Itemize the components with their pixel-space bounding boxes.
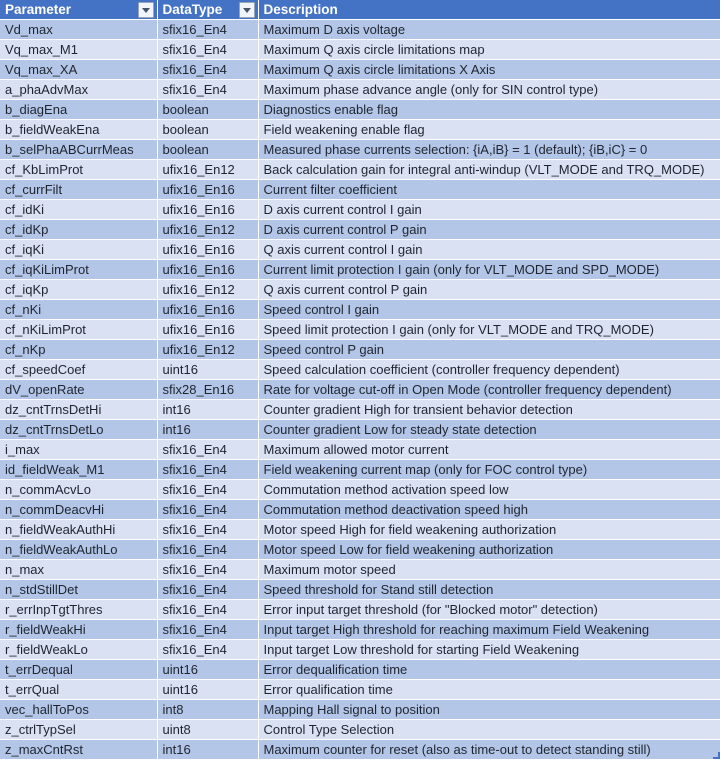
cell-description[interactable]: Maximum Q axis circle limitations map: [258, 40, 720, 60]
cell-description[interactable]: Back calculation gain for integral anti-windup (VLT_MODE and TRQ_MODE): [258, 160, 720, 180]
cell-parameter[interactable]: cf_iqKp: [0, 280, 157, 300]
cell-parameter[interactable]: Vd_max: [0, 20, 157, 40]
cell-parameter[interactable]: b_diagEna: [0, 100, 157, 120]
cell-datatype[interactable]: ufix16_En12: [157, 340, 258, 360]
cell-datatype[interactable]: sfix16_En4: [157, 500, 258, 520]
cell-datatype[interactable]: sfix16_En4: [157, 20, 258, 40]
table-row: [0, 460, 720, 480]
cell-datatype[interactable]: ufix16_En16: [157, 240, 258, 260]
table-resize-handle[interactable]: [713, 752, 720, 759]
cell-parameter[interactable]: dV_openRate: [0, 380, 157, 400]
table-row: [0, 700, 720, 720]
column-header-label: Parameter: [5, 2, 72, 17]
column-header-datatype[interactable]: [157, 0, 258, 20]
cell-datatype[interactable]: sfix16_En4: [157, 80, 258, 100]
cell-description[interactable]: Input target High threshold for reaching maximum Field Weakening: [258, 620, 720, 640]
cell-parameter[interactable]: n_fieldWeakAuthHi: [0, 520, 157, 540]
cell-parameter[interactable]: n_stdStillDet: [0, 580, 157, 600]
cell-parameter[interactable]: dz_cntTrnsDetHi: [0, 400, 157, 420]
table-row: [0, 280, 720, 300]
cell-datatype[interactable]: int8: [157, 700, 258, 720]
chevron-down-icon: [142, 8, 150, 13]
cell-datatype[interactable]: ufix16_En12: [157, 220, 258, 240]
cell-parameter[interactable]: r_fieldWeakLo: [0, 640, 157, 660]
cell-datatype[interactable]: sfix16_En4: [157, 620, 258, 640]
cell-description[interactable]: Q axis current control P gain: [258, 280, 720, 300]
cell-description[interactable]: Mapping Hall signal to position: [258, 700, 720, 720]
filter-dropdown-datatype[interactable]: [239, 2, 255, 18]
cell-description[interactable]: Field weakening current map (only for FOC control type): [258, 460, 720, 480]
cell-parameter[interactable]: cf_iqKiLimProt: [0, 260, 157, 280]
cell-parameter[interactable]: r_fieldWeakHi: [0, 620, 157, 640]
cell-description[interactable]: Speed control I gain: [258, 300, 720, 320]
cell-description[interactable]: Speed threshold for Stand still detection: [258, 580, 720, 600]
cell-datatype[interactable]: ufix16_En16: [157, 180, 258, 200]
cell-description[interactable]: Maximum motor speed: [258, 560, 720, 580]
cell-description[interactable]: Rate for voltage cut-off in Open Mode (controller frequency dependent): [258, 380, 720, 400]
column-header-label: DataType: [162, 2, 223, 17]
cell-description[interactable]: Maximum Q axis circle limitations X Axis: [258, 60, 720, 80]
table-row: [0, 600, 720, 620]
cell-datatype[interactable]: boolean: [157, 140, 258, 160]
cell-parameter[interactable]: t_errQual: [0, 680, 157, 700]
cell-datatype[interactable]: boolean: [157, 100, 258, 120]
cell-datatype[interactable]: boolean: [157, 120, 258, 140]
table-row: [0, 320, 720, 340]
cell-description[interactable]: Q axis current control I gain: [258, 240, 720, 260]
table-row: [0, 620, 720, 640]
cell-datatype[interactable]: ufix16_En16: [157, 300, 258, 320]
table-row: [0, 720, 720, 740]
cell-description[interactable]: Input target Low threshold for starting Field Weakening: [258, 640, 720, 660]
cell-description[interactable]: Motor speed High for field weakening authorization: [258, 520, 720, 540]
cell-description[interactable]: Commutation method deactivation speed high: [258, 500, 720, 520]
cell-datatype[interactable]: ufix16_En12: [157, 160, 258, 180]
cell-datatype[interactable]: sfix16_En4: [157, 60, 258, 80]
cell-datatype[interactable]: uint16: [157, 360, 258, 380]
table-row: [0, 40, 720, 60]
table-row: [0, 200, 720, 220]
table-row: [0, 580, 720, 600]
cell-parameter[interactable]: b_fieldWeakEna: [0, 120, 157, 140]
cell-datatype[interactable]: int16: [157, 420, 258, 440]
cell-parameter[interactable]: z_ctrlTypSel: [0, 720, 157, 740]
cell-parameter[interactable]: cf_speedCoef: [0, 360, 157, 380]
filter-dropdown-parameter[interactable]: [138, 2, 154, 18]
cell-datatype[interactable]: uint16: [157, 680, 258, 700]
cell-datatype[interactable]: sfix16_En4: [157, 540, 258, 560]
cell-parameter[interactable]: vec_hallToPos: [0, 700, 157, 720]
cell-datatype[interactable]: sfix16_En4: [157, 640, 258, 660]
cell-datatype[interactable]: int16: [157, 740, 258, 760]
cell-parameter[interactable]: i_max: [0, 440, 157, 460]
table-row: [0, 360, 720, 380]
cell-description[interactable]: Counter gradient Low for steady state detection: [258, 420, 720, 440]
cell-parameter[interactable]: n_fieldWeakAuthLo: [0, 540, 157, 560]
cell-description[interactable]: Error qualification time: [258, 680, 720, 700]
table-body: [0, 20, 720, 760]
cell-description[interactable]: Current filter coefficient: [258, 180, 720, 200]
cell-datatype[interactable]: sfix16_En4: [157, 40, 258, 60]
table-row: [0, 740, 720, 760]
cell-datatype[interactable]: ufix16_En16: [157, 200, 258, 220]
cell-description[interactable]: Maximum counter for reset (also as time-out to detect standing still): [258, 740, 720, 760]
cell-datatype[interactable]: uint16: [157, 660, 258, 680]
cell-description[interactable]: Error dequalification time: [258, 660, 720, 680]
table-row: [0, 340, 720, 360]
table-row: [0, 560, 720, 580]
table-row: [0, 520, 720, 540]
column-header-parameter[interactable]: [0, 0, 157, 20]
cell-parameter[interactable]: cf_currFilt: [0, 180, 157, 200]
cell-datatype[interactable]: int16: [157, 400, 258, 420]
cell-description[interactable]: Control Type Selection: [258, 720, 720, 740]
cell-datatype[interactable]: ufix16_En16: [157, 260, 258, 280]
cell-description[interactable]: Field weakening enable flag: [258, 120, 720, 140]
cell-description[interactable]: Maximum phase advance angle (only for SIN control type): [258, 80, 720, 100]
table-row: [0, 300, 720, 320]
cell-description[interactable]: Maximum allowed motor current: [258, 440, 720, 460]
cell-parameter[interactable]: cf_KbLimProt: [0, 160, 157, 180]
header-row: [0, 0, 720, 20]
cell-parameter[interactable]: r_errInpTgtThres: [0, 600, 157, 620]
cell-description[interactable]: Counter gradient High for transient behavior detection: [258, 400, 720, 420]
cell-datatype[interactable]: uint8: [157, 720, 258, 740]
table-row: [0, 160, 720, 180]
cell-parameter[interactable]: z_maxCntRst: [0, 740, 157, 760]
cell-parameter[interactable]: Vq_max_XA: [0, 60, 157, 80]
cell-description[interactable]: Commutation method activation speed low: [258, 480, 720, 500]
table-row: [0, 60, 720, 80]
cell-description[interactable]: Speed limit protection I gain (only for VLT_MODE and TRQ_MODE): [258, 320, 720, 340]
cell-parameter[interactable]: Vq_max_M1: [0, 40, 157, 60]
cell-description[interactable]: Current limit protection I gain (only for VLT_MODE and SPD_MODE): [258, 260, 720, 280]
cell-description[interactable]: Diagnostics enable flag: [258, 100, 720, 120]
cell-datatype[interactable]: sfix16_En4: [157, 480, 258, 500]
table-row: [0, 480, 720, 500]
table-row: [0, 120, 720, 140]
cell-parameter[interactable]: t_errDequal: [0, 660, 157, 680]
table-row: [0, 680, 720, 700]
cell-parameter[interactable]: cf_nKp: [0, 340, 157, 360]
table-row: [0, 380, 720, 400]
cell-parameter[interactable]: n_commAcvLo: [0, 480, 157, 500]
cell-parameter[interactable]: n_commDeacvHi: [0, 500, 157, 520]
cell-datatype[interactable]: sfix16_En4: [157, 520, 258, 540]
cell-parameter[interactable]: a_phaAdvMax: [0, 80, 157, 100]
table-header: [0, 0, 720, 20]
cell-description[interactable]: Motor speed Low for field weakening authorization: [258, 540, 720, 560]
table-row: [0, 500, 720, 520]
cell-datatype[interactable]: ufix16_En16: [157, 320, 258, 340]
cell-parameter[interactable]: cf_idKp: [0, 220, 157, 240]
cell-description[interactable]: Maximum D axis voltage: [258, 20, 720, 40]
table-row: [0, 540, 720, 560]
table-row: [0, 260, 720, 280]
table-row: [0, 180, 720, 200]
cell-description[interactable]: D axis current control I gain: [258, 200, 720, 220]
cell-datatype[interactable]: sfix16_En4: [157, 600, 258, 620]
cell-description[interactable]: Error input target threshold (for "Blocked motor" detection): [258, 600, 720, 620]
table-row: [0, 140, 720, 160]
table-row: [0, 80, 720, 100]
table-row: [0, 400, 720, 420]
table-row: [0, 20, 720, 40]
cell-description[interactable]: Speed control P gain: [258, 340, 720, 360]
table-row: [0, 240, 720, 260]
cell-description[interactable]: Speed calculation coefficient (controller frequency dependent): [258, 360, 720, 380]
cell-parameter[interactable]: dz_cntTrnsDetLo: [0, 420, 157, 440]
cell-description[interactable]: Measured phase currents selection: {iA,iB} = 1 (default); {iB,iC} = 0: [258, 140, 720, 160]
column-header-description[interactable]: [258, 0, 720, 20]
column-header-label: Description: [263, 2, 338, 17]
cell-parameter[interactable]: b_selPhaABCurrMeas: [0, 140, 157, 160]
cell-datatype[interactable]: ufix16_En12: [157, 280, 258, 300]
table-row: [0, 100, 720, 120]
cell-parameter[interactable]: cf_nKiLimProt: [0, 320, 157, 340]
chevron-down-icon: [243, 8, 251, 13]
cell-datatype[interactable]: sfix16_En4: [157, 580, 258, 600]
cell-description[interactable]: D axis current control P gain: [258, 220, 720, 240]
cell-datatype[interactable]: sfix28_En16: [157, 380, 258, 400]
cell-parameter[interactable]: id_fieldWeak_M1: [0, 460, 157, 480]
cell-parameter[interactable]: cf_nKi: [0, 300, 157, 320]
table-row: [0, 220, 720, 240]
table-row: [0, 660, 720, 680]
table-row: [0, 640, 720, 660]
cell-datatype[interactable]: sfix16_En4: [157, 440, 258, 460]
cell-parameter[interactable]: n_max: [0, 560, 157, 580]
cell-datatype[interactable]: sfix16_En4: [157, 560, 258, 580]
table-row: [0, 440, 720, 460]
cell-parameter[interactable]: cf_iqKi: [0, 240, 157, 260]
table-row: [0, 420, 720, 440]
cell-parameter[interactable]: cf_idKi: [0, 200, 157, 220]
cell-datatype[interactable]: sfix16_En4: [157, 460, 258, 480]
